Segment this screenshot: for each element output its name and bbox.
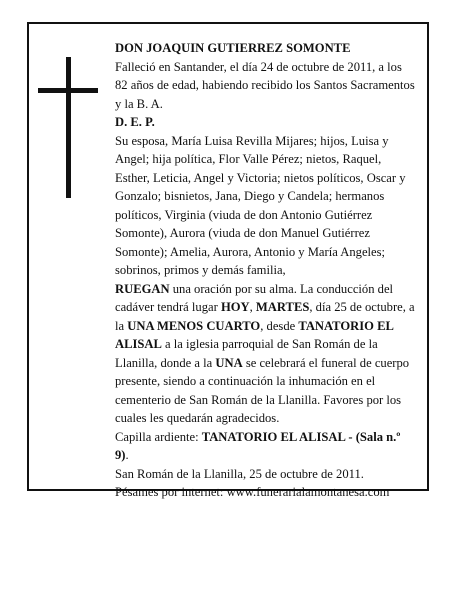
deceased-name: DON JOAQUIN GUTIERREZ SOMONTE bbox=[115, 41, 351, 55]
church-text: a la iglesia parroquial de San Román de la Llanilla, donde a la bbox=[115, 337, 378, 370]
chapel-info bbox=[115, 428, 417, 465]
today-label: HOY bbox=[220, 300, 250, 314]
condolences bbox=[115, 483, 417, 502]
service-time-label: UNA bbox=[215, 355, 243, 370]
death-info: Falleció en Santander, el día 24 de octubre de 2011, a los 82 años de edad, habiendo recibido los Santos Sacramentos y la B. A. bbox=[115, 59, 415, 111]
obituary-text bbox=[115, 39, 417, 502]
cross-icon-vertical-bar bbox=[66, 57, 71, 198]
funeral-announcement bbox=[115, 280, 417, 428]
rest-in-peace: D. E. P. bbox=[115, 115, 155, 129]
family-list: Su esposa, María Luisa Revilla Mijares; hijos, Luisa y Angel; hija política, Flor Valle Pérez; nietos, Raquel, Esther, Leticia, Angel y Victoria; nietos políticos, Oscar y Gonzalo; bisnietos, Jana, Diego y Candela; hermanos políticos, Virginia (viuda de don Antonio Gutiérrez Somonte), Aurora (viuda de don Manuel Gutiérrez Somonte); Amelia, Aurora, Antonio y María Angeles; sobrinos, primos y demás familia, bbox=[115, 133, 406, 277]
prayer-text: una oración por su alma. La conducción del cadáver tendrá lugar bbox=[115, 281, 394, 314]
separator-text: , bbox=[249, 300, 256, 314]
ruegan-label: RUEGAN bbox=[115, 281, 170, 296]
from-text: , desde bbox=[260, 318, 299, 333]
condolences-label: Pésames por internet: bbox=[115, 485, 227, 499]
chapel-location: TANATORIO EL ALISAL - (Sala n.º 9) bbox=[115, 429, 401, 462]
chapel-label: Capilla ardiente: bbox=[115, 429, 202, 444]
weekday-label: MARTES bbox=[255, 300, 310, 314]
condolences-url[interactable]: www.funerarialamontanesa.com bbox=[226, 485, 390, 499]
date-text: , día 25 de octubre, a la bbox=[115, 300, 415, 333]
cross-icon-horizontal-bar bbox=[38, 88, 98, 93]
time-label: UNA MENOS CUARTO bbox=[127, 318, 261, 333]
funeral-home-label: TANATORIO EL ALISAL bbox=[115, 318, 394, 351]
funeral-text: se celebrará el funeral de cuerpo presente, siendo a continuación la inhumación en el cementerio de San Román de la Llanilla. Favores por los cuales les quedarán agradecidos. bbox=[115, 355, 410, 425]
place-date: San Román de la Llanilla, 25 de octubre de 2011. bbox=[115, 466, 364, 481]
chapel-end: . bbox=[125, 448, 129, 462]
